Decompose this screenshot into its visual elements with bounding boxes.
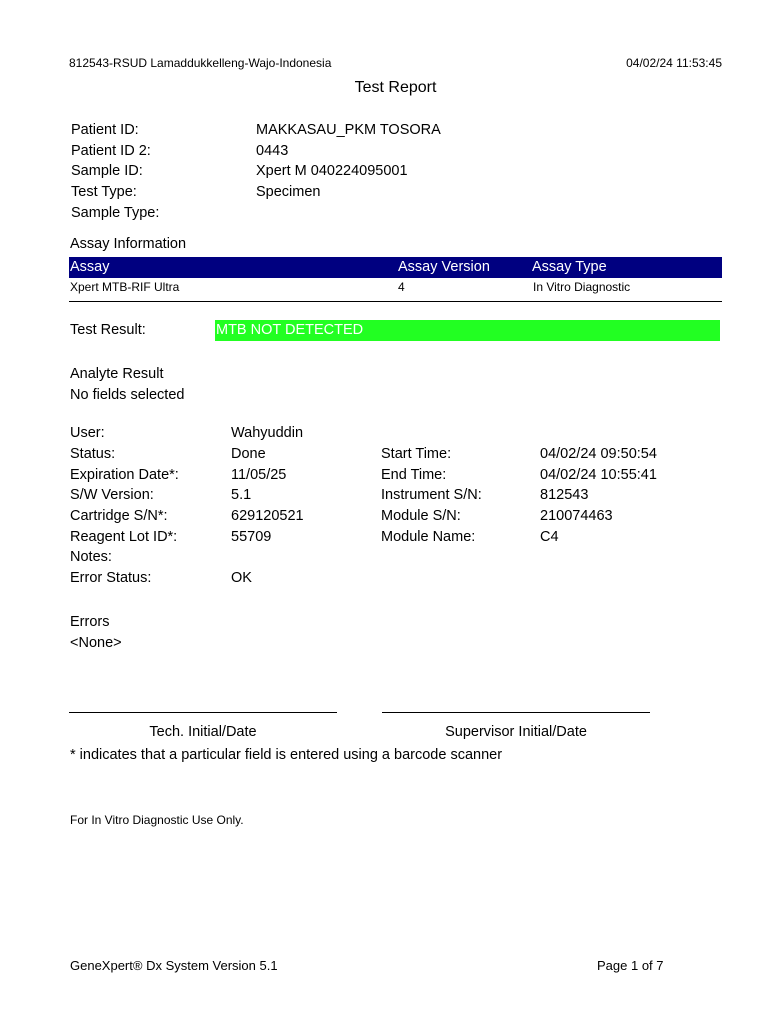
sw-version-label: S/W Version: [70,487,154,503]
system-version: GeneXpert® Dx System Version 5.1 [70,958,278,973]
test-result-bar [215,320,720,341]
status-value: Done [231,446,266,462]
sample-id-value: Xpert M 040224095001 [256,163,408,179]
patient-id2-value: 0443 [256,143,289,159]
sample-id-label: Sample ID: [71,163,143,179]
instrument-sn-label: Instrument S/N: [381,487,482,503]
error-status-value: OK [231,570,252,586]
tech-signature-line [69,712,337,713]
notes-label: Notes: [70,549,112,565]
end-time-value: 04/02/24 10:55:41 [540,467,657,483]
status-label: Status: [70,446,116,462]
user-value: Wahyuddin [231,425,304,441]
test-type-value: Specimen [256,184,321,200]
assay-version-col-header: Assay Version [398,259,490,275]
reagent-label: Reagent Lot ID*: [70,529,178,545]
assay-table-divider [69,301,722,302]
analyte-result-value: No fields selected [70,387,185,403]
module-name-label: Module Name: [381,529,476,545]
test-result-label: Test Result: [70,322,146,338]
assay-type-col-header: Assay Type [532,259,607,275]
sw-version-value: 5.1 [231,487,252,503]
assay-name-cell: Xpert MTB-RIF Ultra [70,280,180,294]
end-time-label: End Time: [381,467,447,483]
patient-id-label: Patient ID: [71,122,139,138]
expiration-value: 11/05/25 [231,467,287,483]
site-name: 812543-RSUD Lamaddukkelleng-Wajo-Indonesia [69,56,332,70]
start-time-value: 04/02/24 09:50:54 [540,446,657,462]
start-time-label: Start Time: [381,446,452,462]
errors-label: Errors [70,614,110,630]
sample-type-label: Sample Type: [71,205,160,221]
module-sn-value: 210074463 [540,508,613,524]
assay-type-cell: In Vitro Diagnostic [533,280,631,294]
page-title: Test Report [354,79,437,96]
reagent-value: 55709 [231,529,272,545]
page-number: Page 1 of 7 [597,958,664,973]
patient-id2-label: Patient ID 2: [71,143,151,159]
patient-id-value: MAKKASAU_PKM TOSORA [256,122,441,138]
test-result-value: MTB NOT DETECTED [216,322,364,338]
assay-version-cell: 4 [398,280,405,294]
report-datetime: 04/02/24 11:53:45 [626,56,722,70]
assay-col-header: Assay [70,259,110,275]
assay-section-label: Assay Information [70,236,187,252]
barcode-note: * indicates that a particular field is entered using a barcode scanner [70,747,503,763]
errors-value: <None> [70,635,122,651]
error-status-label: Error Status: [70,570,152,586]
ivd-notice: For In Vitro Diagnostic Use Only. [70,813,244,827]
module-sn-label: Module S/N: [381,508,461,524]
cartridge-value: 629120521 [231,508,304,524]
instrument-sn-value: 812543 [540,487,589,503]
tech-signature-label: Tech. Initial/Date [149,724,257,740]
module-name-value: C4 [540,529,559,545]
supervisor-signature-label: Supervisor Initial/Date [445,724,587,740]
assay-table-header [69,257,722,278]
test-type-label: Test Type: [71,184,137,200]
user-label: User: [70,425,105,441]
supervisor-signature-line [382,712,650,713]
cartridge-label: Cartridge S/N*: [70,508,168,524]
expiration-label: Expiration Date*: [70,467,179,483]
analyte-result-label: Analyte Result [70,366,164,382]
